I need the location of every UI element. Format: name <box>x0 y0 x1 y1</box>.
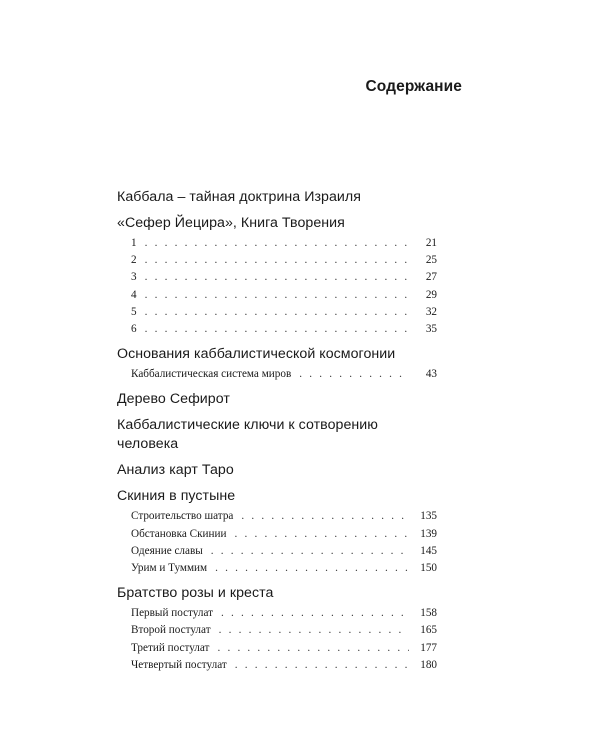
toc-entry <box>131 269 437 286</box>
dot-leader <box>145 269 409 286</box>
toc-section <box>117 461 437 480</box>
entry-label: Первый постулат <box>131 607 214 620</box>
entry-label: Четвертый постулат <box>131 658 227 671</box>
toc-entry <box>131 508 437 525</box>
entry-label: Обстановка Скинии <box>131 527 227 540</box>
toc-entry <box>131 605 437 622</box>
section-entries <box>117 605 437 674</box>
entry-label: Второй постулат <box>131 624 211 637</box>
toc-entry <box>131 657 437 674</box>
dot-leader <box>145 252 409 269</box>
toc-section <box>117 487 437 577</box>
dot-leader <box>235 657 409 674</box>
toc-entry <box>131 622 437 639</box>
section-title: Основания каббалистической космогонии <box>117 346 396 363</box>
entry-label: Строительство шатра <box>131 510 234 523</box>
toc-section <box>117 584 437 674</box>
entry-page-number: 165 <box>420 624 437 637</box>
entry-label: Урим и Туммим <box>131 562 208 575</box>
section-title: Дерево Сефирот <box>117 391 230 408</box>
dot-leader <box>217 640 409 657</box>
toc-section <box>117 345 437 383</box>
toc-entry <box>131 526 437 543</box>
page-title: Содержание <box>365 78 462 95</box>
toc-entry <box>131 543 437 560</box>
dot-leader <box>221 605 409 622</box>
entry-page-number: 135 <box>420 510 437 523</box>
section-entries <box>117 508 437 577</box>
toc-entry <box>131 252 437 269</box>
section-entries <box>117 366 437 383</box>
entry-page-number: 43 <box>425 368 437 381</box>
toc-entry <box>131 235 437 252</box>
entry-label: Одеяние славы <box>131 544 203 557</box>
section-title: «Сефер Йецира», Книга Творения <box>117 215 345 231</box>
dot-leader <box>234 526 409 543</box>
entry-page-number: 180 <box>420 658 437 671</box>
entry-label: 4 <box>131 288 137 301</box>
entry-label: 3 <box>131 271 137 284</box>
entry-label: 6 <box>131 323 137 336</box>
toc-entry <box>131 321 437 338</box>
toc-section <box>117 390 437 409</box>
toc-entry <box>131 640 437 657</box>
entry-page-number: 29 <box>425 288 437 301</box>
dot-leader <box>241 508 409 525</box>
dot-leader <box>145 321 409 338</box>
section-title: Анализ карт Таро <box>117 462 234 479</box>
entry-label: Каббалистическая система миров <box>131 368 292 381</box>
table-of-contents <box>117 188 437 674</box>
toc-section <box>117 214 437 338</box>
dot-leader <box>215 560 409 577</box>
toc-section <box>117 416 437 454</box>
entry-page-number: 139 <box>420 527 437 540</box>
dot-leader <box>219 622 409 639</box>
entry-page-number: 177 <box>420 641 437 654</box>
section-title: Братство розы и креста <box>117 585 274 602</box>
entry-page-number: 158 <box>420 607 437 620</box>
entry-page-number: 32 <box>425 305 437 318</box>
toc-entry <box>131 366 437 383</box>
entry-label: Третий постулат <box>131 641 210 654</box>
entry-page-number: 25 <box>425 254 437 267</box>
entry-page-number: 35 <box>425 323 437 336</box>
section-title: Каббала – тайная доктрина Израиля <box>117 189 361 205</box>
entry-label: 2 <box>131 254 137 267</box>
entry-page-number: 150 <box>420 562 437 575</box>
entry-page-number: 21 <box>425 237 437 249</box>
toc-entry <box>131 287 437 304</box>
section-entries <box>117 235 437 338</box>
entry-label: 1 <box>131 237 137 249</box>
toc-entry <box>131 304 437 321</box>
dot-leader <box>145 287 409 304</box>
toc-section <box>117 188 437 207</box>
section-title: Скиния в пустыне <box>117 488 236 505</box>
toc-entry <box>131 560 437 577</box>
entry-label: 5 <box>131 305 137 318</box>
dot-leader <box>299 366 409 383</box>
dot-leader <box>145 304 409 321</box>
entry-page-number: 27 <box>425 271 437 284</box>
dot-leader <box>145 235 409 252</box>
dot-leader <box>211 543 409 560</box>
entry-page-number: 145 <box>420 544 437 557</box>
section-title: Каббалистические ключи к сотворению человека <box>117 417 378 453</box>
